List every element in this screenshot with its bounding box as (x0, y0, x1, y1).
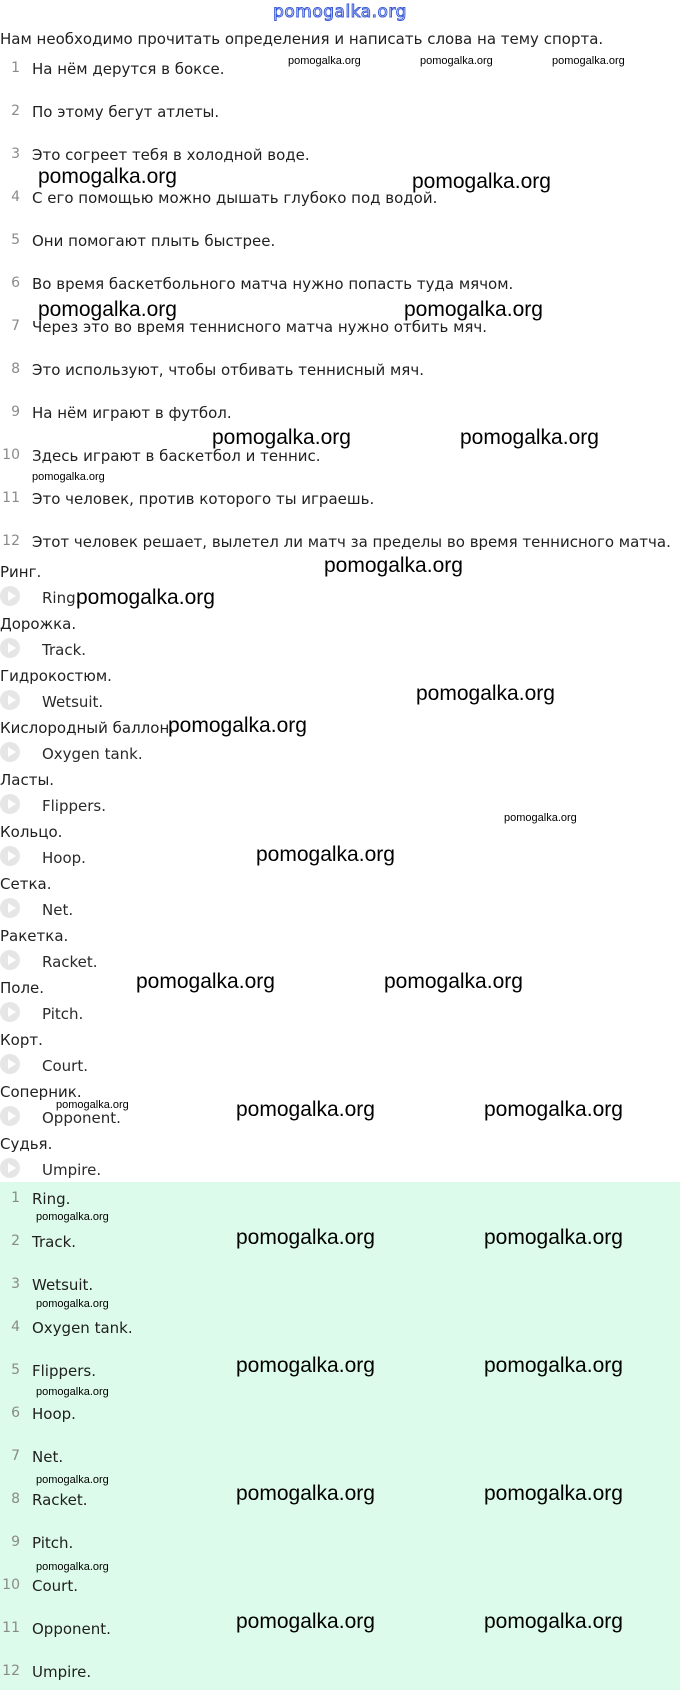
vocab-word-en: Umpire. (42, 1161, 102, 1179)
question-text: Здесь играют в баскетбол и теннис. (32, 447, 321, 465)
play-icon[interactable] (0, 950, 20, 970)
vocab-word-ru: Сетка. (0, 875, 52, 893)
watermark-text: pomogalka.org (36, 1561, 109, 1573)
watermark-text: pomogalka.org (36, 1386, 109, 1398)
watermark-text: pomogalka.org (412, 170, 551, 193)
question-number: 2 (11, 103, 20, 119)
watermark-text: pomogalka.org (484, 1482, 623, 1505)
question-text: С его помощью можно дышать глубоко под водой. (32, 189, 438, 207)
question-number: 9 (11, 404, 20, 420)
play-icon[interactable] (0, 846, 20, 866)
watermark-text: pomogalka.org (38, 298, 177, 321)
watermark-text: pomogalka.org (236, 1610, 375, 1633)
question-number: 12 (2, 533, 20, 549)
watermark-text: pomogalka.org (504, 812, 577, 824)
answer-text: Racket. (32, 1491, 88, 1509)
watermark-text: pomogalka.org (32, 471, 105, 483)
watermark-text: pomogalka.org (236, 1354, 375, 1377)
vocab-word-en: Wetsuit. (42, 693, 104, 711)
question-text: На нём играют в футбол. (32, 404, 232, 422)
answer-text: Hoop. (32, 1405, 76, 1423)
vocab-word-ru: Корт. (0, 1031, 43, 1049)
watermark-text: pomogalka.org (420, 55, 493, 67)
watermark-text: pomogalka.org (256, 843, 395, 866)
watermark-text: pomogalka.org (484, 1226, 623, 1249)
vocab-word-en: Net. (42, 901, 74, 919)
watermark-text: pomogalka.org (552, 55, 625, 67)
question-number: 10 (2, 447, 20, 463)
watermark-text: pomogalka.org (236, 1226, 375, 1249)
vocab-word-ru: Кольцо. (0, 823, 63, 841)
answer-number: 11 (2, 1620, 20, 1636)
question-number: 3 (11, 146, 20, 162)
vocab-word-ru: Ракетка. (0, 927, 69, 945)
watermark-text: pomogalka.org (236, 1098, 375, 1121)
answer-number: 9 (11, 1534, 20, 1550)
vocab-word-ru: Ринг. (0, 563, 42, 581)
question-text: Они помогают плыть быстрее. (32, 232, 276, 250)
question-text: Через это во время теннисного матча нужно отбить мяч. (32, 318, 488, 336)
vocab-word-en: Track. (42, 641, 87, 659)
vocab-word-en: Hoop. (42, 849, 86, 867)
watermark-text: pomogalka.org (484, 1610, 623, 1633)
vocab-word-ru: Судья. (0, 1135, 53, 1153)
play-icon[interactable] (0, 1002, 20, 1022)
watermark-text: pomogalka.org (36, 1474, 109, 1486)
vocab-word-en: Court. (42, 1057, 88, 1075)
question-text: Это согреет тебя в холодной воде. (32, 146, 310, 164)
vocab-word-en: Flippers. (42, 797, 106, 815)
watermark-text: pomogalka.org (404, 298, 543, 321)
question-number: 5 (11, 232, 20, 248)
play-icon[interactable] (0, 742, 20, 762)
watermark-text: pomogalka.org (168, 714, 307, 737)
play-icon[interactable] (0, 1158, 20, 1178)
question-number: 8 (11, 361, 20, 377)
vocab-word-en: Opponent. (42, 1109, 121, 1127)
answer-text: Wetsuit. (32, 1276, 94, 1294)
answer-number: 1 (11, 1190, 20, 1206)
answer-text: Ring. (32, 1190, 71, 1208)
watermark-text: pomogalka.org (212, 426, 351, 449)
answer-text: Oxygen tank. (32, 1319, 133, 1337)
answer-number: 4 (11, 1319, 20, 1335)
vocab-word-ru: Гидрокостюм. (0, 667, 112, 685)
answer-number: 8 (11, 1491, 20, 1507)
question-number: 11 (2, 490, 20, 506)
question-number: 7 (11, 318, 20, 334)
watermark-text: pomogalka.org (36, 1211, 109, 1223)
watermark-text: pomogalka.org (416, 682, 555, 705)
watermark-text: pomogalka.org (324, 554, 463, 577)
vocab-word-ru: Соперник. (0, 1083, 82, 1101)
watermark-text: pomogalka.org (460, 426, 599, 449)
play-icon[interactable] (0, 1106, 20, 1126)
answer-text: Pitch. (32, 1534, 74, 1552)
question-text: По этому бегут атлеты. (32, 103, 220, 121)
watermark-text: pomogalka.org (56, 1099, 129, 1111)
task-intro: Нам необходимо прочитать определения и написать слова на тему спорта. (0, 30, 604, 48)
watermark-text: pomogalka.org (76, 586, 215, 609)
answer-number: 6 (11, 1405, 20, 1421)
question-text: На нём дерутся в боксе. (32, 60, 225, 78)
watermark-text: pomogalka.org (136, 970, 275, 993)
watermark-text: pomogalka.org (384, 970, 523, 993)
question-text: Это используют, чтобы отбивать теннисный мяч. (32, 361, 424, 379)
question-number: 4 (11, 189, 20, 205)
answer-number: 7 (11, 1448, 20, 1464)
answer-text: Umpire. (32, 1663, 92, 1681)
question-text: Этот человек решает, вылетел ли матч за пределы во время теннисного матча. (32, 533, 671, 551)
play-icon[interactable] (0, 586, 20, 606)
vocab-word-ru: Кислородный баллон. (0, 719, 175, 737)
watermark-text: pomogalka.org (484, 1354, 623, 1377)
question-number: 1 (11, 60, 20, 76)
watermark-text: pomogalka.org (484, 1098, 623, 1121)
watermark-text: pomogalka.org (38, 165, 177, 188)
watermark-text: pomogalka.org (236, 1482, 375, 1505)
question-number: 6 (11, 275, 20, 291)
answer-text: Net. (32, 1448, 64, 1466)
answer-number: 12 (2, 1663, 20, 1679)
answer-text: Track. (32, 1233, 77, 1251)
site-logo[interactable]: pomogalka.org (273, 2, 407, 22)
play-icon[interactable] (0, 690, 20, 710)
vocab-word-ru: Поле. (0, 979, 45, 997)
vocab-word-ru: Ласты. (0, 771, 55, 789)
answer-number: 2 (11, 1233, 20, 1249)
answer-text: Flippers. (32, 1362, 96, 1380)
answer-number: 10 (2, 1577, 20, 1593)
vocab-word-en: Racket. (42, 953, 98, 971)
vocab-word-ru: Дорожка. (0, 615, 77, 633)
play-icon[interactable] (0, 898, 20, 918)
question-text: Это человек, против которого ты играешь. (32, 490, 375, 508)
play-icon[interactable] (0, 794, 20, 814)
vocab-word-en: Pitch. (42, 1005, 84, 1023)
watermark-text: pomogalka.org (36, 1298, 109, 1310)
watermark-text: pomogalka.org (288, 55, 361, 67)
question-text: Во время баскетбольного матча нужно попасть туда мячом. (32, 275, 514, 293)
answer-text: Court. (32, 1577, 78, 1595)
answer-number: 3 (11, 1276, 20, 1292)
answer-text: Opponent. (32, 1620, 111, 1638)
vocab-word-en: Oxygen tank. (42, 745, 143, 763)
play-icon[interactable] (0, 1054, 20, 1074)
play-icon[interactable] (0, 638, 20, 658)
vocab-word-en: Ring. (42, 589, 81, 607)
answer-number: 5 (11, 1362, 20, 1378)
